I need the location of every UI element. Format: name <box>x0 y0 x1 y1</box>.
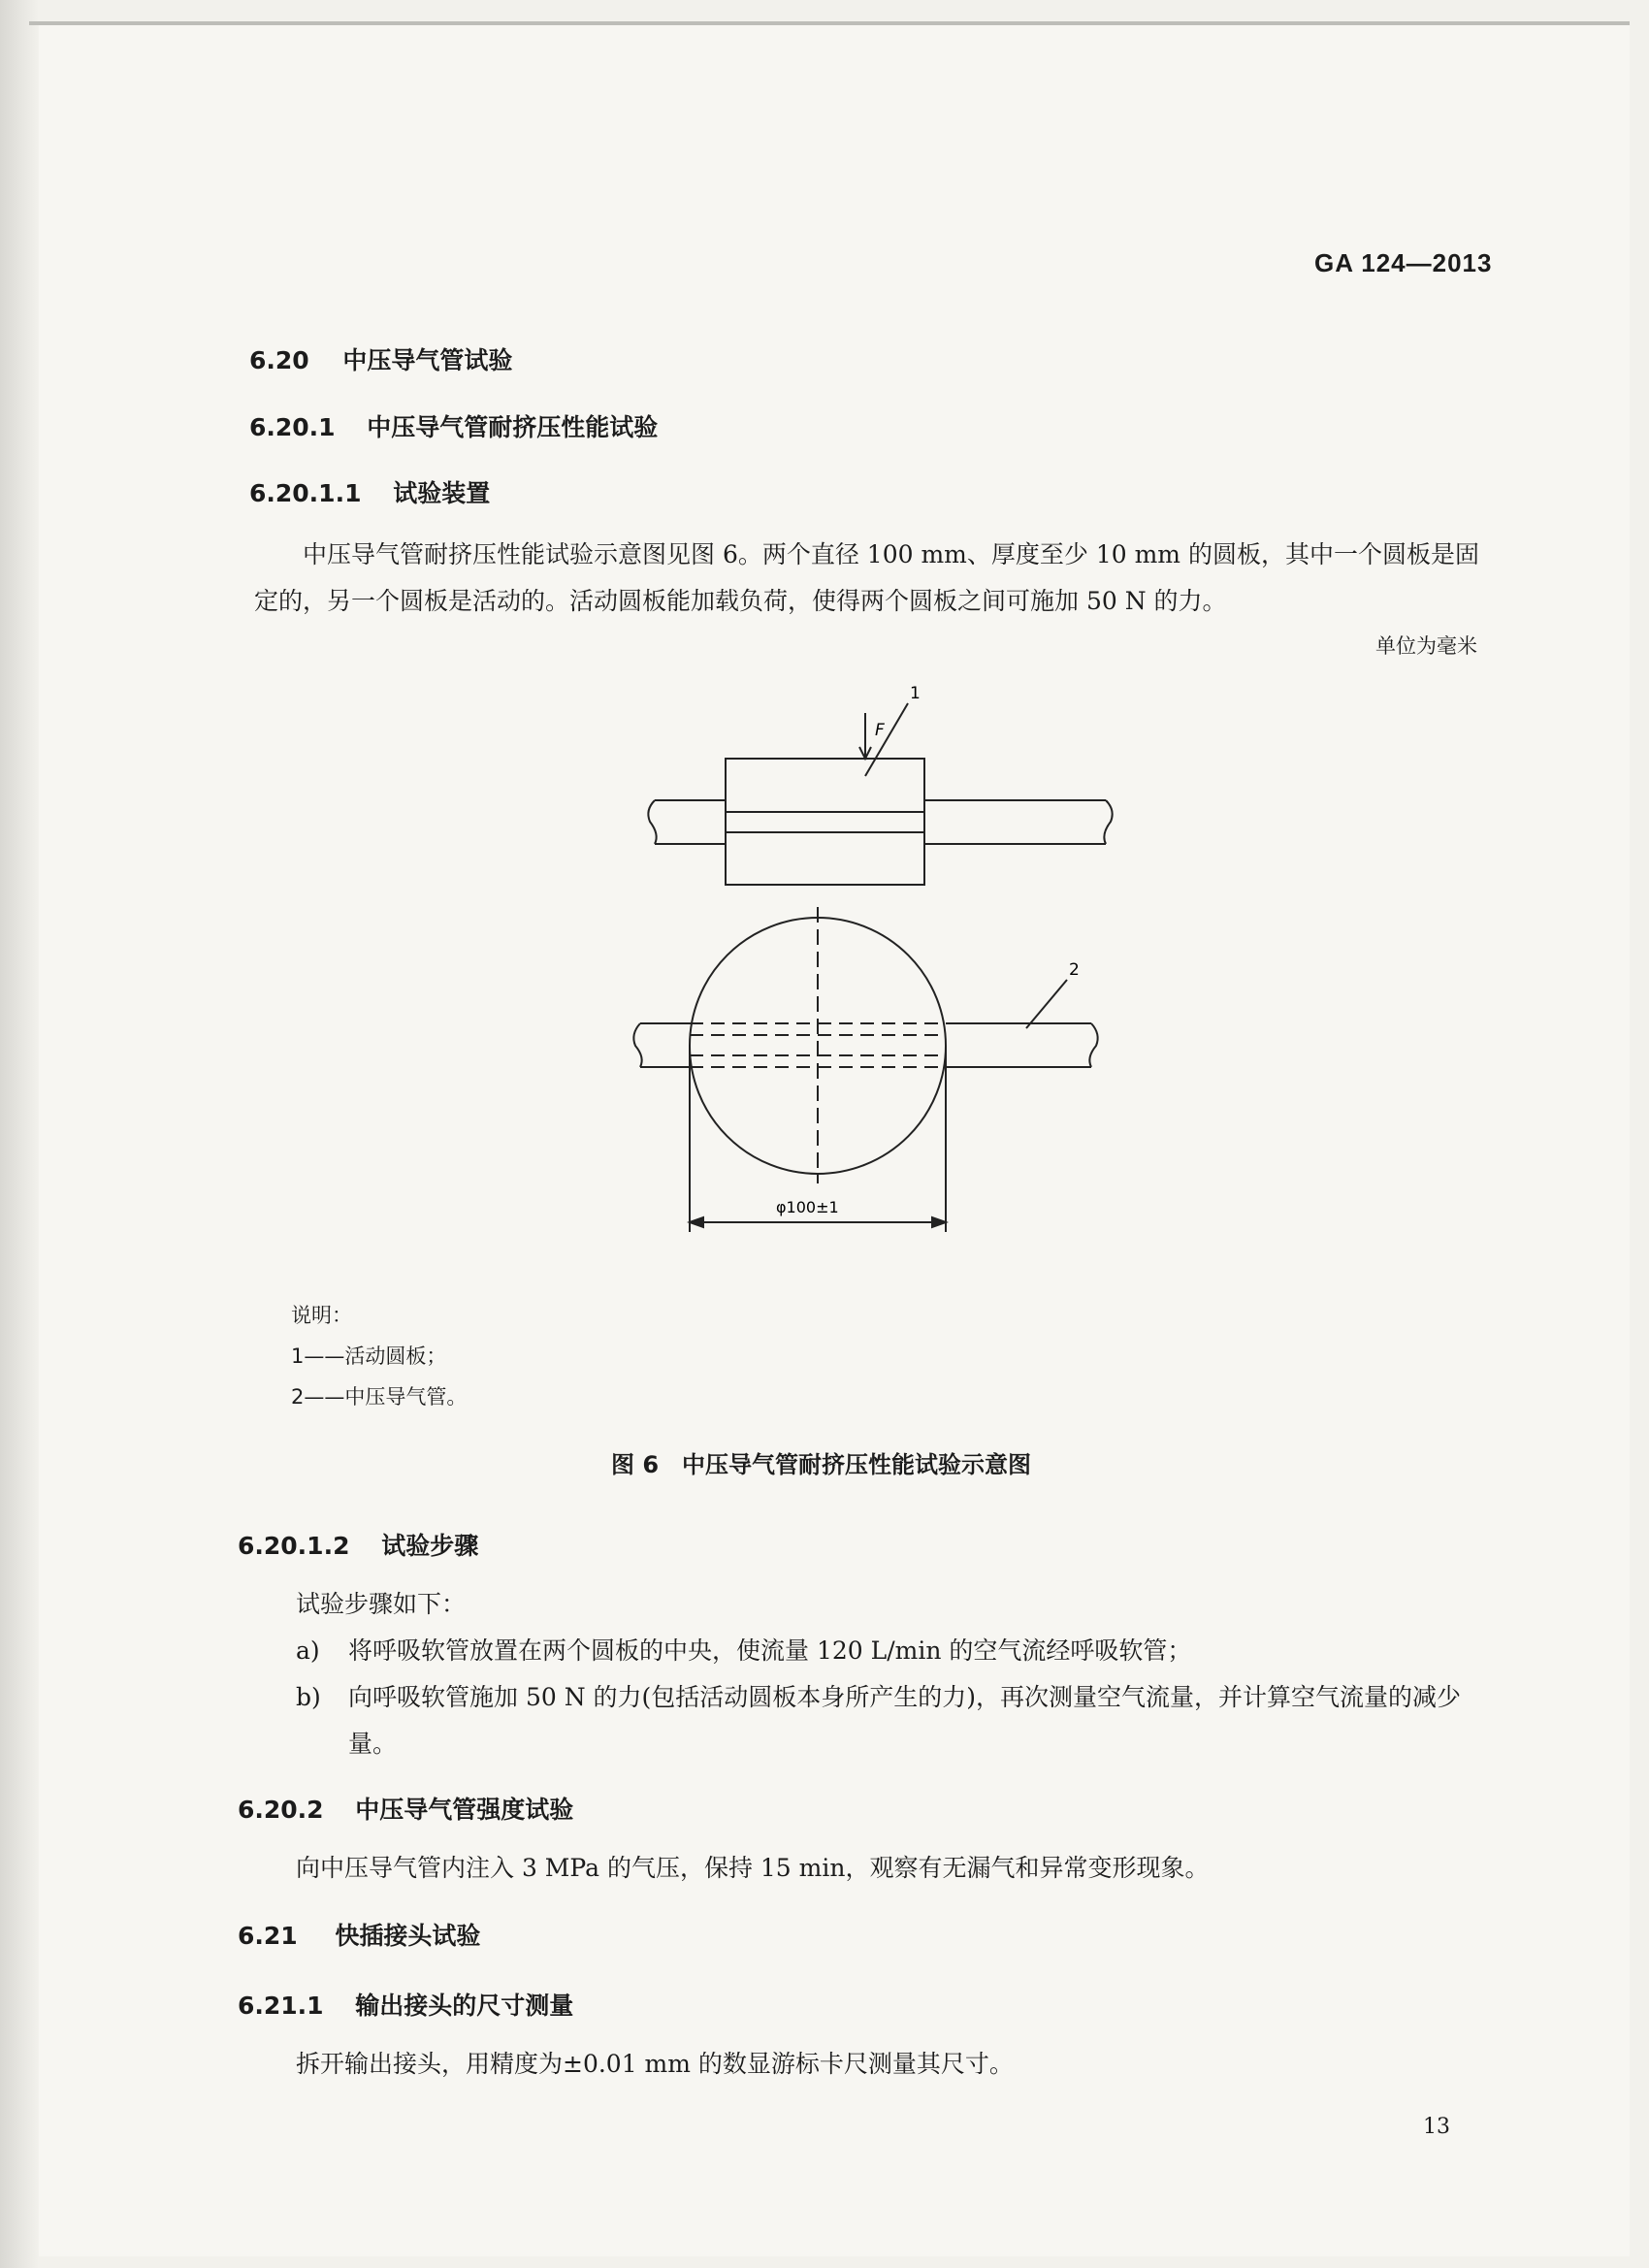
section-6-20-1 <box>249 408 658 443</box>
section-6-21-1 <box>238 1987 573 2022</box>
force-arrow <box>859 713 871 759</box>
step-text: 将呼吸软管放置在两个圆板的中央，使流量 120 L/min 的空气流经呼吸软管； <box>348 1636 1192 1665</box>
movable-plate-side-view <box>726 759 924 885</box>
section-title: 中压导气管强度试验 <box>355 1796 574 1824</box>
procedure-step-b <box>296 1674 1499 1767</box>
callout-line-2 <box>1026 980 1067 1028</box>
callout-2-label: 2 <box>1069 960 1080 980</box>
unit-note: 单位为毫米 <box>1375 634 1477 658</box>
standard-number: GA 124—2013 <box>1314 248 1493 277</box>
legend-item-2: 2——中压导气管。 <box>291 1385 468 1409</box>
step-mark: b) <box>296 1683 321 1711</box>
procedure-step-a <box>296 1628 1499 1674</box>
apparatus-paragraph: 中压导气管耐挤压性能试验示意图见图 6。两个直径 100 mm、厚度至少 10 mm 的圆板，其中一个圆板是固定的，另一个圆板是活动的。活动圆板能加载负荷，使得两个圆板之间可施加 50 N 的力。 <box>254 540 1479 615</box>
binding-shadow <box>0 0 39 2268</box>
procedure-intro: 试验步骤如下： <box>296 1590 467 1618</box>
force-label: F <box>875 721 885 740</box>
step-text: 向呼吸软管施加 50 N 的力(包括活动圆板本身所产生的力)，再次测量空气流量，并计算空气流量的减少量。 <box>348 1683 1462 1758</box>
section-number: 6.20.1 <box>249 413 336 441</box>
section-number: 6.21 <box>238 1922 298 1950</box>
section-title: 中压导气管耐挤压性能试验 <box>367 413 659 441</box>
top-edge-rule <box>29 21 1630 25</box>
section-6-20-1-2 <box>238 1527 478 1562</box>
section-number: 6.20.2 <box>238 1796 324 1824</box>
section-6-20-2 <box>238 1791 573 1826</box>
legend-title: 说明： <box>291 1304 352 1327</box>
dimension-measure-paragraph: 拆开输出接头，用精度为±0.01 mm 的数显游标卡尺测量其尺寸。 <box>296 2050 1014 2078</box>
section-title: 输出接头的尺寸测量 <box>355 1992 574 2020</box>
legend-item-1: 1——活动圆板； <box>291 1345 447 1368</box>
section-number: 6.20 <box>249 346 309 374</box>
section-number: 6.20.1.1 <box>249 479 362 507</box>
page-number: 13 <box>1423 2115 1450 2139</box>
strength-paragraph: 向中压导气管内注入 3 MPa 的气压，保持 15 min，观察有无漏气和异常变形现象。 <box>296 1854 1210 1882</box>
section-6-21 <box>238 1917 480 1952</box>
section-6-20-1-1 <box>249 474 490 509</box>
callout-1-label: 1 <box>910 684 921 703</box>
section-number: 6.21.1 <box>238 1992 324 2020</box>
dimension-label: φ100±1 <box>776 1198 839 1216</box>
figure-caption: 图 6 中压导气管耐挤压性能试验示意图 <box>611 1451 1032 1478</box>
section-title: 试验步骤 <box>381 1532 479 1560</box>
section-title: 快插接头试验 <box>335 1922 481 1950</box>
section-title: 中压导气管试验 <box>342 346 513 374</box>
section-title: 试验装置 <box>393 479 491 507</box>
figure-6-diagram <box>621 679 1125 1280</box>
section-6-20 <box>249 341 512 376</box>
step-mark: a) <box>296 1636 320 1665</box>
section-number: 6.20.1.2 <box>238 1532 350 1560</box>
